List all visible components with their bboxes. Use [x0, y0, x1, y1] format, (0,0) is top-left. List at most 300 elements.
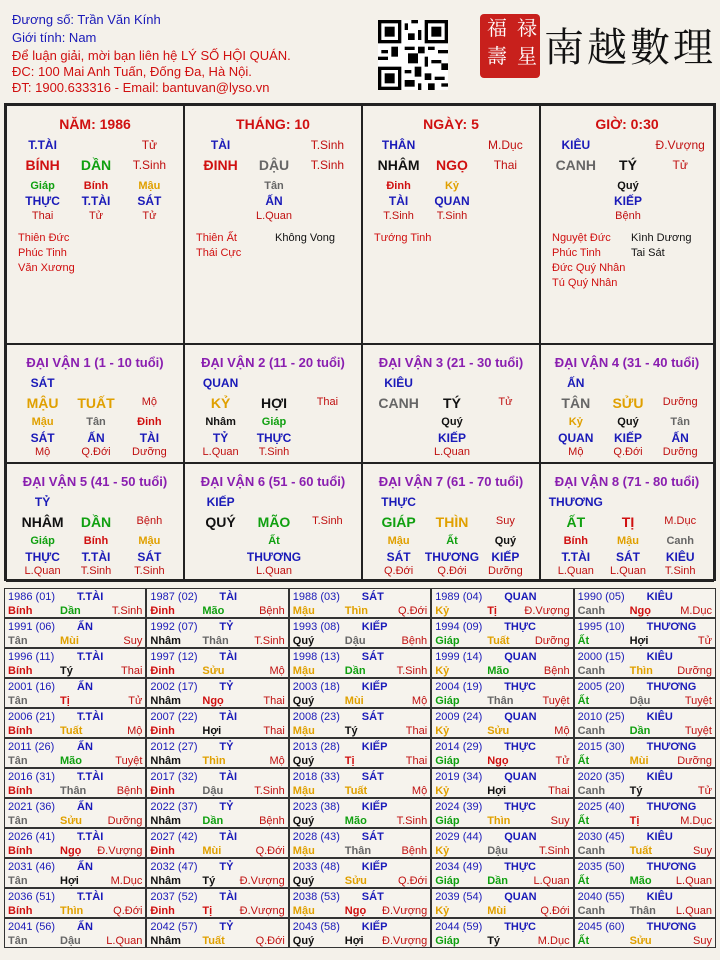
year-state: Đ.Vượng [239, 905, 285, 917]
dai-van-state: T.Sinh [312, 515, 343, 527]
year-stem: Tân [8, 635, 28, 647]
year-cell [4, 918, 146, 948]
year-ten-god: KIẾP [361, 621, 388, 633]
year-label: 1987 (02) [150, 591, 198, 603]
year-state: Thai [120, 665, 143, 677]
pillar-title: GIỜ: 0:30 [595, 116, 659, 132]
pillar-top-state: M.Dục [488, 138, 523, 152]
pillar-star: Tướng Tinh [374, 232, 432, 244]
dai-van-cell [184, 463, 362, 582]
year-label: 2021 (36) [8, 801, 56, 813]
year-stem: Kỷ [435, 905, 450, 917]
year-ten-god: KIẾP [361, 741, 388, 753]
pillar-star: Thiên Đức [18, 232, 70, 244]
dai-van-hidden: Tân [670, 416, 690, 428]
year-ten-god: QUAN [504, 591, 537, 603]
year-label: 2025 (40) [577, 801, 625, 813]
pillar-hidden: T.Sinh [383, 210, 414, 222]
pillar-star-2: Kình Dương [631, 232, 692, 244]
year-state: Đ.Vượng [382, 905, 428, 917]
pillar-cell [184, 105, 362, 344]
year-cell [289, 918, 431, 948]
pillar-branch: DẬU [258, 157, 290, 173]
year-cell [431, 648, 573, 678]
pillar-hidden: KIẾP [613, 194, 643, 208]
year-branch: Tuất [344, 785, 368, 797]
year-label: 2028 (43) [292, 831, 340, 843]
year-label: 1991 (06) [8, 621, 56, 633]
pillar-hidden: Đinh [386, 180, 411, 192]
year-branch: Dần [344, 665, 366, 677]
year-label: 2004 (19) [435, 681, 483, 693]
year-state: Bệnh [401, 845, 428, 857]
dai-van-hidden: Ất [446, 535, 458, 547]
year-branch: Sửu [629, 935, 652, 947]
year-branch: Dậu [202, 785, 224, 797]
year-branch: Tị [202, 905, 213, 917]
dai-van-hidden: KIÊU [665, 550, 695, 564]
year-branch: Hợi [202, 725, 222, 737]
year-stem: Nhâm [150, 635, 181, 647]
year-ten-god: SÁT [361, 771, 384, 783]
dai-van-hidden: QUAN [558, 431, 594, 445]
year-label: 2015 (30) [577, 741, 625, 753]
year-branch: Hợi [60, 875, 79, 887]
year-stem: Nhâm [150, 695, 181, 707]
dai-van-hidden: Ất [268, 535, 280, 547]
year-branch: Thìn [202, 755, 226, 767]
dai-van-hidden: Quý [494, 535, 517, 547]
year-state: Dưỡng [677, 755, 712, 767]
dai-van-hidden: Canh [666, 535, 694, 547]
dai-van-cell [184, 344, 362, 463]
year-branch: Sửu [60, 815, 83, 827]
dai-van-title: ĐẠI VẬN 1 (1 - 10 tuổi) [26, 355, 164, 370]
dai-van-title: ĐẠI VẬN 8 (71 - 80 tuổi) [554, 474, 700, 489]
year-state: Đ.Vượng [97, 845, 143, 857]
year-cell [4, 738, 146, 768]
year-cell [431, 768, 573, 798]
pillar-hidden: Kỷ [444, 180, 460, 192]
pillar-stem: NHÂM [377, 157, 420, 173]
year-branch: Thân [60, 785, 87, 797]
year-branch: Ngọ [344, 905, 367, 917]
year-state: Đ.Vượng [382, 935, 428, 947]
year-ten-god: TỶ [219, 921, 234, 933]
year-label: 2044 (59) [435, 921, 483, 933]
year-branch: Dần [60, 605, 81, 617]
year-cell [431, 918, 573, 948]
year-state: Bệnh [259, 605, 285, 617]
year-stem: Kỷ [435, 845, 450, 857]
year-label: 2035 (50) [577, 861, 625, 873]
year-state: Mộ [411, 785, 428, 797]
pillar-ten-god: KIÊU [561, 138, 591, 152]
dai-van-hidden: Dưỡng [662, 446, 698, 458]
year-ten-god: THỰC [504, 681, 536, 693]
year-label: 2031 (46) [8, 861, 56, 873]
year-cell [574, 858, 716, 888]
year-label: 2024 (39) [435, 801, 483, 813]
year-label: 2010 (25) [577, 711, 625, 723]
year-cell [431, 618, 573, 648]
dai-van-hidden: L.Quan [255, 565, 293, 577]
pillar-branch: TÝ [619, 157, 637, 173]
dai-van-title: ĐẠI VẬN 5 (41 - 50 tuổi) [22, 474, 168, 489]
year-branch: Ngọ [60, 845, 82, 857]
pillar-hidden: Giáp [30, 180, 55, 192]
year-ten-god: TÀI [219, 891, 238, 903]
year-stem: Nhâm [150, 935, 181, 947]
year-label: 2020 (35) [577, 771, 625, 783]
pillar-hidden: ẤN [265, 194, 283, 208]
dai-van-stem: KỶ [210, 395, 231, 411]
year-ten-god: TỶ [219, 621, 234, 633]
pillar-hidden: THỰC [25, 194, 60, 208]
year-label: 1995 (10) [577, 621, 625, 633]
year-cell [4, 768, 146, 798]
year-label: 2036 (51) [8, 891, 56, 903]
year-ten-god: KIÊU [646, 891, 673, 903]
year-cell [146, 708, 288, 738]
year-label: 2023 (38) [292, 801, 340, 813]
year-ten-god: SÁT [361, 831, 384, 843]
pillar-hidden: Tử [88, 210, 104, 222]
year-label: 1992 (07) [150, 621, 198, 633]
dai-van-branch: MÃO [257, 514, 291, 530]
year-state: Mộ [554, 725, 570, 737]
dai-van-branch: THÌN [435, 514, 469, 530]
year-cell [4, 888, 146, 918]
year-ten-god: QUAN [504, 711, 537, 723]
year-stem: Canh [577, 725, 606, 737]
pillar-star: Văn Xương [18, 262, 75, 274]
header-name: Đương số: Trần Văn Kính [12, 12, 161, 27]
year-state: L.Quan [533, 875, 570, 887]
year-stem: Quý [292, 875, 315, 887]
year-cell [574, 678, 716, 708]
year-label: 2043 (58) [292, 921, 340, 933]
year-label: 2008 (23) [292, 711, 340, 723]
year-label: 2011 (26) [8, 741, 55, 753]
pillar-cell [362, 105, 540, 344]
header-contact: Để luận giải, mời bạn liên hệ LÝ SỐ HỘI QUÁN. [12, 48, 291, 63]
year-state: T.Sinh [111, 605, 143, 617]
year-branch: Tuất [487, 635, 510, 647]
year-label: 2029 (44) [435, 831, 483, 843]
year-cell [146, 888, 288, 918]
year-branch: Tý [629, 785, 643, 797]
year-cell [146, 828, 288, 858]
dai-van-title: ĐẠI VẬN 3 (21 - 30 tuổi) [378, 355, 524, 370]
year-branch: Mùi [60, 635, 79, 647]
year-label: 2038 (53) [292, 891, 340, 903]
year-label: 2042 (57) [150, 921, 198, 933]
year-cell [289, 858, 431, 888]
year-state: M.Dục [680, 605, 712, 617]
pillar-hidden: Bệnh [615, 210, 641, 222]
year-state: Q.Đới [255, 935, 285, 947]
year-ten-god: TỶ [219, 801, 234, 813]
dai-van-stem: ẤT [566, 514, 586, 530]
pillar-hidden: SÁT [137, 194, 162, 208]
dai-van-hidden: Dưỡng [488, 565, 523, 577]
dai-van-hidden: T.Sinh [80, 565, 112, 577]
dai-van-stem: MẬU [26, 395, 59, 411]
year-ten-god: ẤN [77, 921, 93, 933]
year-stem: Đinh [150, 605, 175, 617]
dai-van-hidden: T.Sinh [134, 565, 165, 577]
dai-van-hidden: Mậu [387, 535, 410, 547]
year-cell [4, 588, 146, 618]
dai-van-hidden: Kỷ [568, 416, 583, 428]
year-ten-god: KIÊU [646, 831, 673, 843]
year-label: 2018 (33) [292, 771, 340, 783]
year-branch: Hợi [487, 785, 507, 797]
year-stem: Kỷ [435, 605, 450, 617]
year-label: 2022 (37) [150, 801, 198, 813]
dai-van-hidden: Mậu [617, 535, 639, 547]
year-label: 2032 (47) [150, 861, 198, 873]
year-state: Bệnh [543, 665, 570, 677]
year-cell [289, 678, 431, 708]
dai-van-hidden: KIẾP [437, 431, 467, 445]
year-stem: Ất [577, 815, 590, 827]
year-ten-god: ẤN [77, 741, 93, 753]
year-stem: Đinh [150, 725, 175, 737]
year-state: Q.Đới [397, 605, 428, 617]
year-state: Tử [128, 695, 143, 707]
dai-van-ten-god: THỰC [381, 495, 416, 509]
dai-van-cell [540, 344, 714, 463]
year-ten-god: THỰC [504, 741, 536, 753]
year-state: Mộ [269, 755, 285, 767]
year-branch: Tị [344, 755, 355, 767]
pillar-state: Thai [493, 158, 518, 172]
year-branch: Dậu [344, 635, 366, 647]
year-cell [146, 738, 288, 768]
year-cell [574, 768, 716, 798]
year-stem: Canh [577, 905, 606, 917]
year-cell [431, 828, 573, 858]
dai-van-title: ĐẠI VẬN 7 (61 - 70 tuổi) [378, 474, 524, 489]
year-ten-god: ẤN [77, 681, 93, 693]
year-state: T.Sinh [254, 635, 285, 647]
year-label: 1998 (13) [292, 651, 340, 663]
pillar-top-state: Đ.Vượng [655, 138, 705, 152]
dai-van-hidden: Q.Đới [613, 446, 643, 458]
year-branch: Tị [629, 815, 640, 827]
dai-van-hidden: L.Quan [202, 446, 239, 458]
pillar-hidden: Tử [142, 210, 157, 222]
year-ten-god: TÀI [219, 831, 238, 843]
year-ten-god: T.TÀI [77, 891, 104, 903]
year-state: Tử [697, 635, 712, 647]
year-cell [289, 738, 431, 768]
year-ten-god: KIẾP [361, 861, 388, 873]
year-state: Tử [697, 785, 712, 797]
dai-van-title: ĐẠI VẬN 2 (11 - 20 tuổi) [201, 355, 345, 370]
dai-van-hidden: Mộ [34, 446, 51, 458]
year-stem: Kỷ [435, 725, 450, 737]
year-state: Mộ [127, 725, 143, 737]
dai-van-cell [6, 344, 184, 463]
year-stem: Bính [8, 785, 33, 797]
year-branch: Thân [629, 905, 656, 917]
year-state: Suy [693, 935, 712, 947]
year-cell [146, 858, 288, 888]
year-stem: Kỷ [435, 665, 450, 677]
pillar-hidden: Bính [83, 180, 109, 192]
dai-van-hidden: Nhâm [205, 416, 236, 428]
pillar-stem: BÍNH [25, 157, 60, 173]
year-cell [574, 588, 716, 618]
year-cell [4, 828, 146, 858]
dai-van-hidden: L.Quan [24, 565, 61, 577]
year-cell [289, 618, 431, 648]
year-branch: Mùi [202, 845, 222, 857]
dai-van-branch: TUẤT [77, 395, 115, 411]
year-cell [4, 618, 146, 648]
year-stem: Đinh [150, 785, 175, 797]
year-state: M.Dục [537, 935, 570, 947]
year-stem: Giáp [435, 935, 460, 947]
year-ten-god: KIÊU [646, 651, 673, 663]
year-cell [289, 828, 431, 858]
year-branch: Thân [344, 845, 372, 857]
dai-van-cell [6, 463, 184, 582]
dai-van-hidden: Giáp [30, 535, 55, 547]
year-branch: Dần [202, 815, 224, 827]
qr-code-icon[interactable] [378, 20, 448, 90]
year-ten-god: T.TÀI [77, 591, 104, 603]
year-label: 2000 (15) [577, 651, 625, 663]
dai-van-hidden: Quý [617, 416, 639, 428]
year-ten-god: KIÊU [646, 711, 673, 723]
year-state: Bệnh [259, 815, 285, 827]
pillar-hidden: QUAN [434, 194, 470, 208]
year-label: 1988 (03) [292, 591, 340, 603]
year-stem: Bính [8, 605, 33, 617]
year-stem: Tân [8, 755, 28, 767]
year-state: Dưỡng [534, 635, 570, 647]
year-label: 2013 (28) [292, 741, 340, 753]
year-ten-god: THƯƠNG [646, 861, 697, 873]
year-label: 1993 (08) [292, 621, 340, 633]
year-cell [574, 618, 716, 648]
year-stem: Quý [292, 635, 315, 647]
year-cell [146, 618, 288, 648]
pillar-star: Thiên Ất [196, 232, 237, 244]
header-phone-email: ĐT: 1900.633316 - Email: bantuvan@lyso.vn [12, 80, 270, 95]
year-cell [4, 858, 146, 888]
year-stem: Mậu [292, 605, 315, 617]
year-ten-god: TỶ [219, 741, 234, 753]
bazi-chart [4, 103, 716, 581]
year-cell [574, 828, 716, 858]
dai-van-hidden: ẤN [671, 431, 689, 445]
year-stem: Quý [292, 695, 315, 707]
year-stem: Giáp [435, 815, 460, 827]
year-label: 2007 (22) [150, 711, 198, 723]
year-state: T.Sinh [254, 785, 285, 797]
dai-van-hidden: T.Sinh [664, 565, 696, 577]
pillar-ten-god: THÂN [381, 138, 416, 152]
dai-van-hidden: L.Quan [609, 565, 647, 577]
year-stem: Mậu [292, 725, 315, 737]
pillar-star: Phúc Tinh [18, 247, 67, 259]
year-ten-god: T.TÀI [77, 771, 104, 783]
year-state: Bệnh [401, 635, 428, 647]
year-branch: Tý [344, 725, 358, 737]
year-stem: Quý [292, 935, 315, 947]
year-state: Mộ [411, 695, 428, 707]
year-stem: Kỷ [435, 785, 450, 797]
dai-van-hidden: Đinh [137, 416, 162, 428]
year-branch: Mùi [487, 905, 507, 917]
year-branch: Tị [487, 605, 497, 617]
year-label: 1986 (01) [8, 591, 56, 603]
year-branch: Mão [60, 755, 82, 767]
year-stem: Tân [8, 695, 28, 707]
year-ten-god: SÁT [361, 651, 384, 663]
pillar-hidden: TÀI [388, 194, 409, 208]
dai-van-ten-god: KIÊU [384, 376, 413, 390]
dai-van-branch: TÝ [443, 395, 461, 411]
pillar-cell [540, 105, 714, 344]
year-ten-god: TÀI [219, 711, 238, 723]
year-cell [146, 918, 288, 948]
year-stem: Bính [8, 725, 33, 737]
dai-van-branch: HỢI [261, 395, 287, 411]
year-label: 2014 (29) [435, 741, 483, 753]
year-state: Q.Đới [113, 905, 143, 917]
year-cell [574, 798, 716, 828]
year-stem: Đinh [150, 845, 175, 857]
year-label: 1989 (04) [435, 591, 483, 603]
dai-van-hidden: Bính [83, 535, 109, 547]
dai-van-hidden: Mộ [568, 446, 584, 458]
dai-van-state: Mộ [141, 396, 158, 408]
year-ten-god: QUAN [504, 891, 537, 903]
year-cell [289, 768, 431, 798]
year-cell [4, 708, 146, 738]
year-branch: Dậu [629, 695, 651, 707]
year-branch: Mão [487, 665, 510, 677]
year-ten-god: TÀI [219, 771, 238, 783]
pillar-state: T.Sinh [310, 158, 345, 172]
pillar-hidden: Quý [617, 180, 639, 192]
year-state: Thai [548, 785, 570, 797]
year-ten-god: THƯƠNG [646, 681, 697, 693]
dai-van-branch: TỊ [621, 514, 635, 530]
year-branch: Sửu [487, 725, 510, 737]
year-stem: Canh [577, 665, 606, 677]
year-state: Thai [405, 725, 428, 737]
dai-van-stem: GIÁP [381, 514, 416, 530]
year-state: L.Quan [675, 905, 712, 917]
year-ten-god: TỶ [219, 681, 234, 693]
year-stem: Nhâm [150, 755, 181, 767]
year-state: Dưỡng [107, 815, 143, 827]
year-ten-god: THỰC [504, 801, 536, 813]
pillar-state: Tử [672, 158, 688, 172]
year-ten-god: ẤN [77, 801, 93, 813]
year-cell [574, 648, 716, 678]
year-state: Dưỡng [677, 665, 712, 677]
year-stem: Bính [8, 665, 33, 677]
pillar-hidden: Mậu [138, 180, 161, 192]
